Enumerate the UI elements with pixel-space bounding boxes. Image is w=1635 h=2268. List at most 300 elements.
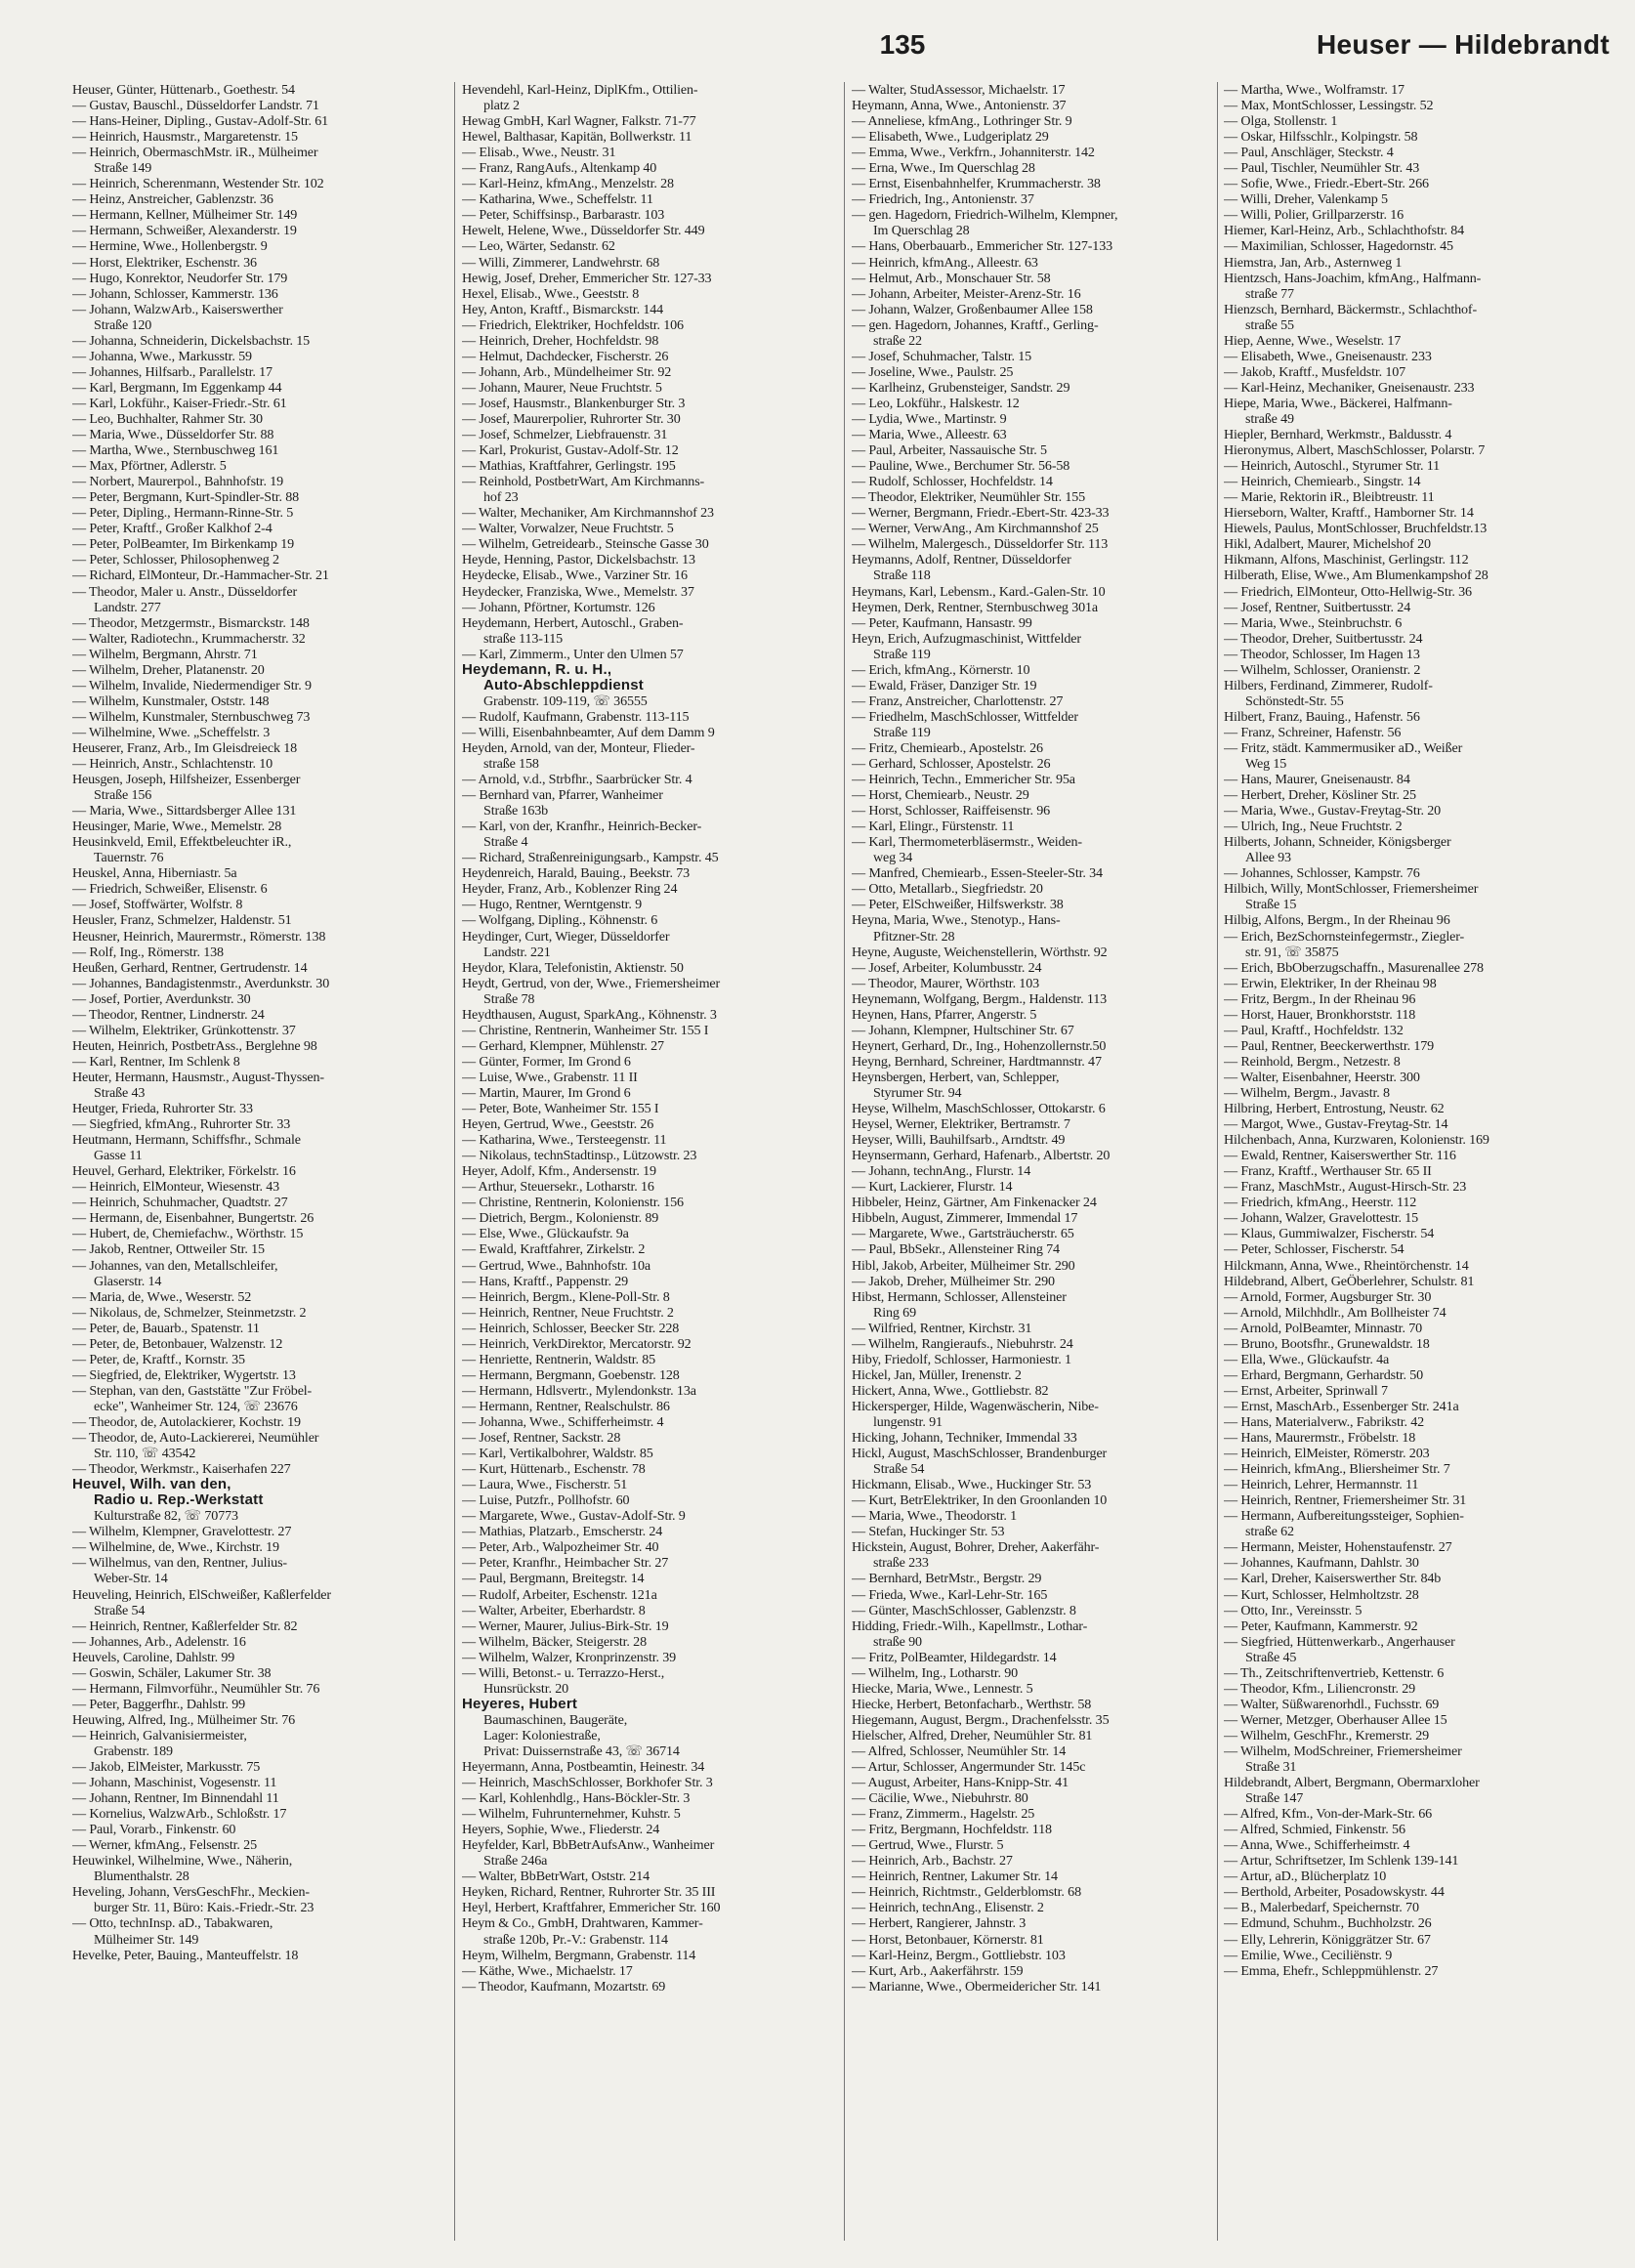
directory-entry: — Theodor, Schlosser, Im Hagen 13 <box>1224 646 1420 662</box>
directory-entry: — Friedhelm, MaschSchlosser, Wittfelder <box>852 708 1078 725</box>
directory-entry: — Walter, Süßwarenorhdl., Fuchsstr. 69 <box>1224 1696 1440 1712</box>
directory-entry: — Heinrich, Dreher, Hochfeldstr. 98 <box>462 332 659 349</box>
directory-entry: — Heinrich, Arb., Bachstr. 27 <box>852 1853 1013 1869</box>
directory-entry: Hibbeler, Heinz, Gärtner, Am Finkenacker 24 <box>852 1195 1097 1211</box>
directory-entry: — Willi, Polier, Grillparzerstr. 16 <box>1224 207 1404 224</box>
directory-entry: — Richard, Straßenreinigungsarb., Kampstr. 45 <box>462 850 719 866</box>
directory-entry: — Oskar, Hilfsschlr., Kolpingstr. 58 <box>1224 129 1418 146</box>
directory-entry: Heuserer, Franz, Arb., Im Gleisdreieck 18 <box>72 739 298 756</box>
directory-entry: — Katharina, Wwe., Tersteegenstr. 11 <box>462 1132 667 1149</box>
directory-entry: — Emilie, Wwe., Ceciliënstr. 9 <box>1224 1947 1393 1963</box>
directory-entry: — Josef, Schmelzer, Liebfrauenstr. 31 <box>462 427 668 443</box>
directory-entry: — Johann, Walzer, Großenbaumer Allee 158 <box>852 301 1093 317</box>
directory-entry: Landstr. 221 <box>483 944 551 960</box>
directory-column-2 <box>462 82 838 2241</box>
directory-entry: — Jakob, Dreher, Mülheimer Str. 290 <box>852 1273 1055 1289</box>
directory-entry: Baumaschinen, Baugeräte, <box>483 1711 628 1728</box>
directory-entry: — Luise, Putzfr., Pollhofstr. 60 <box>462 1492 630 1509</box>
directory-entry: — Erwin, Elektriker, In der Rheinau 98 <box>1224 975 1437 991</box>
directory-entry: Hickel, Jan, Müller, Irenenstr. 2 <box>852 1366 1022 1383</box>
directory-entry: — Friedrich, kfmAng., Heerstr. 112 <box>1224 1195 1417 1211</box>
directory-entry: Allee 93 <box>1245 850 1291 866</box>
directory-entry: — Artur, Schriftsetzer, Im Schlenk 139-141 <box>1224 1853 1459 1869</box>
directory-entry: — Elisab., Wwe., Neustr. 31 <box>462 145 616 161</box>
directory-entry: — Karl, Lokführ., Kaiser-Friedr.-Str. 61 <box>72 395 287 411</box>
directory-entry: Heydenreich, Harald, Bauing., Beekstr. 73 <box>462 865 690 882</box>
directory-entry: — Joseline, Wwe., Paulstr. 25 <box>852 363 1014 380</box>
directory-entry: — Kurt, Hüttenarb., Eschenstr. 78 <box>462 1461 646 1478</box>
directory-entry: — Werner, Bergmann, Friedr.-Ebert-Str. 423-33 <box>852 505 1110 522</box>
directory-entry: — Heinrich, Galvanisiermeister, <box>72 1727 247 1743</box>
directory-entry: — Peter, Kraftf., Großer Kalkhof 2-4 <box>72 521 272 537</box>
directory-entry: Im Querschlag 28 <box>873 223 970 239</box>
directory-entry: — Heinrich, Rentner, Neue Fruchtstr. 2 <box>462 1304 674 1321</box>
directory-entry: — Friedrich, ElMonteur, Otto-Hellwig-Str. 36 <box>1224 583 1472 600</box>
directory-entry: straße 90 <box>873 1633 922 1650</box>
directory-entry: — Heinrich, technAng., Elisenstr. 2 <box>852 1900 1044 1916</box>
directory-entry: — Maria, Wwe., Gustav-Freytag-Str. 20 <box>1224 803 1441 819</box>
directory-entry: — Siegfried, de, Elektriker, Wygertstr. 13 <box>72 1366 296 1383</box>
directory-entry: Hickersperger, Hilde, Wagenwäscherin, Nibe- <box>852 1398 1099 1414</box>
directory-entry: Heuvel, Gerhard, Elektriker, Förkelstr. 16 <box>72 1163 296 1180</box>
directory-entry: — Alfred, Schlosser, Neumühler Str. 14 <box>852 1743 1067 1759</box>
directory-entry: — Johannes, Bandagistenmstr., Averdunkstr. 30 <box>72 975 330 991</box>
directory-entry: Heveling, Johann, VersGeschFhr., Meckien- <box>72 1884 310 1901</box>
directory-entry: — Josef, Stoffwärter, Wolfstr. 8 <box>72 897 243 913</box>
directory-entry: — Johann, Walzer, Gravelottestr. 15 <box>1224 1210 1419 1227</box>
directory-entry: — Wilhelm, Elektriker, Grünkottenstr. 37 <box>72 1022 296 1038</box>
directory-entry: Hibst, Hermann, Schlosser, Allensteiner <box>852 1288 1067 1305</box>
directory-entry: — Christine, Rentnerin, Kolonienstr. 156 <box>462 1195 684 1211</box>
directory-entry: — Paul, Vorarb., Finkenstr. 60 <box>72 1822 236 1838</box>
directory-entry: — Mathias, Platzarb., Emscherstr. 24 <box>462 1524 663 1540</box>
directory-entry: Heymen, Derk, Rentner, Sternbuschweg 301a <box>852 599 1098 615</box>
directory-entry: — Josef, Portier, Averdunkstr. 30 <box>72 990 251 1007</box>
directory-entry: — Frieda, Wwe., Karl-Lehr-Str. 165 <box>852 1586 1048 1603</box>
directory-entry: Str. 110, ☏ 43542 <box>94 1446 196 1462</box>
directory-entry: Hienzsch, Bernhard, Bäckermstr., Schlachthof- <box>1224 301 1477 317</box>
directory-entry: straße 77 <box>1245 285 1294 302</box>
directory-entry: — Bruno, Bootsfhr., Grunewaldstr. 18 <box>1224 1335 1430 1352</box>
directory-entry: — Wilhelm, Klempner, Gravelottestr. 27 <box>72 1524 292 1540</box>
directory-entry: — Jakob, ElMeister, Markusstr. 75 <box>72 1759 261 1776</box>
directory-entry: Heyng, Bernhard, Schreiner, Hardtmannstr. 47 <box>852 1053 1102 1070</box>
directory-entry: — Walter, Radiotechn., Krummacherstr. 32 <box>72 630 306 647</box>
directory-entry: Heyl, Herbert, Kraftfahrer, Emmericher Str. 160 <box>462 1900 721 1916</box>
directory-entry: — Stefan, Huckinger Str. 53 <box>852 1524 1005 1540</box>
directory-entry: — Peter, Schlosser, Fischerstr. 54 <box>1224 1241 1404 1258</box>
directory-entry: Hiby, Friedolf, Schlosser, Harmoniestr. 1 <box>852 1351 1071 1367</box>
directory-entry: — Josef, Arbeiter, Kolumbusstr. 24 <box>852 959 1042 976</box>
directory-entry: straße 120b, Pr.-V.: Grabenstr. 114 <box>483 1931 668 1948</box>
directory-entry: Heyn, Erich, Aufzugmaschinist, Wittfelder <box>852 630 1081 647</box>
directory-entry: — Willi, Eisenbahnbeamter, Auf dem Damm 9 <box>462 724 715 740</box>
directory-entry: — Fritz, Chemiearb., Apostelstr. 26 <box>852 739 1043 756</box>
directory-entry: Landstr. 277 <box>94 599 161 615</box>
page-header <box>72 29 1610 68</box>
directory-entry: — Wilhelm, Kunstmaler, Oststr. 148 <box>72 693 270 709</box>
directory-entry: Hiep, Aenne, Wwe., Weselstr. 17 <box>1224 332 1402 349</box>
directory-entry: — Paul, Arbeiter, Nassauische Str. 5 <box>852 442 1047 459</box>
directory-entry: — Johann, Rentner, Im Binnendahl 11 <box>72 1790 279 1807</box>
directory-entry: — Johannes, Hilfsarb., Parallelstr. 17 <box>72 363 272 380</box>
directory-entry: — Th., Zeitschriftenvertrieb, Kettenstr. 6 <box>1224 1664 1445 1681</box>
directory-entry: Hicking, Johann, Techniker, Immendal 33 <box>852 1430 1077 1447</box>
directory-entry: straße 113-115 <box>483 630 564 647</box>
directory-entry: Hieronymus, Albert, MaschSchlosser, Polarstr. 7 <box>1224 442 1486 459</box>
directory-entry: — Theodor, Rentner, Lindnerstr. 24 <box>72 1006 265 1023</box>
directory-entry: Heusgen, Joseph, Hilfsheizer, Essenberger <box>72 772 301 788</box>
directory-entry: — Hermann, Aufbereitungssteiger, Sophien- <box>1224 1508 1464 1525</box>
directory-entry: Hilbring, Herbert, Entrostung, Neustr. 62 <box>1224 1101 1445 1117</box>
directory-entry: — Cäcilie, Wwe., Niebuhrstr. 80 <box>852 1790 1028 1807</box>
directory-entry: — Stephan, van den, Gaststätte "Zur Fröbel- <box>72 1382 313 1399</box>
directory-entry: Hiemstra, Jan, Arb., Asternweg 1 <box>1224 254 1403 271</box>
directory-entry: — Horst, Elektriker, Eschenstr. 36 <box>72 254 257 271</box>
directory-entry: — Heinrich, Bergm., Klene-Poll-Str. 8 <box>462 1288 670 1305</box>
directory-entry: — Fritz, Bergmann, Hochfeldstr. 118 <box>852 1822 1052 1838</box>
directory-entry: Straße 78 <box>483 990 535 1007</box>
directory-entry: Heynsermann, Gerhard, Hafenarb., Albertstr. 20 <box>852 1148 1111 1164</box>
directory-entry: — Karl, Elingr., Fürstenstr. 11 <box>852 819 1015 835</box>
directory-entry: platz 2 <box>483 98 520 114</box>
directory-entry: — Arnold, Former, Augsburger Str. 30 <box>1224 1288 1432 1305</box>
directory-entry: Straße 149 <box>94 160 152 177</box>
directory-entry: — Nikolaus, de, Schmelzer, Steinmetzstr. 2 <box>72 1304 307 1321</box>
directory-entry: — Maria, Wwe., Theodorstr. 1 <box>852 1508 1018 1525</box>
directory-entry: — Johann, Arb., Mündelheimer Str. 92 <box>462 363 672 380</box>
directory-entry: Heydecke, Elisab., Wwe., Varziner Str. 16 <box>462 567 688 584</box>
directory-entry: — Hans, Maurermstr., Fröbelstr. 18 <box>1224 1430 1416 1447</box>
directory-entry: — Wilhelm, Bergm., Javastr. 8 <box>1224 1085 1390 1101</box>
directory-entry: — Leo, Lokführ., Halskestr. 12 <box>852 395 1020 411</box>
directory-entry: Hiegemann, August, Bergm., Drachenfelsstr. 35 <box>852 1711 1110 1728</box>
directory-entry: — Edmund, Schuhm., Buchholzstr. 26 <box>1224 1915 1432 1932</box>
directory-entry: — Gerhard, Schlosser, Apostelstr. 26 <box>852 756 1051 773</box>
directory-entry: — Johannes, van den, Metallschleifer, <box>72 1257 278 1274</box>
directory-entry: Hevendehl, Karl-Heinz, DiplKfm., Ottilien- <box>462 82 698 98</box>
directory-entry: straße 62 <box>1245 1524 1294 1540</box>
directory-entry: — gen. Hagedorn, Johannes, Kraftf., Gerling- <box>852 316 1099 333</box>
page-number: 135 <box>879 29 926 60</box>
directory-entry: — Horst, Hauer, Bronkhorststr. 118 <box>1224 1006 1416 1023</box>
directory-entry: Heydemann, R. u. H., <box>462 661 612 678</box>
directory-entry: — Werner, Maurer, Julius-Birk-Str. 19 <box>462 1617 669 1634</box>
directory-entry: — Rudolf, Arbeiter, Eschenstr. 121a <box>462 1586 657 1603</box>
directory-entry: — Paul, Anschläger, Steckstr. 4 <box>1224 145 1394 161</box>
directory-entry: Heysel, Werner, Elektriker, Bertramstr. 7 <box>852 1116 1070 1133</box>
directory-entry: — Gustav, Bauschl., Düsseldorfer Landstr. 71 <box>72 98 319 114</box>
directory-entry: — Laura, Wwe., Fischerstr. 51 <box>462 1477 628 1493</box>
directory-entry: Heymann, Anna, Wwe., Antonienstr. 37 <box>852 98 1067 114</box>
directory-entry: — Wilhelm, ModSchreiner, Friemersheimer <box>1224 1743 1462 1759</box>
directory-entry: — Heinrich, VerkDirektor, Mercatorstr. 92 <box>462 1335 692 1352</box>
directory-entry: Hiecke, Herbert, Betonfacharb., Werthstr. 58 <box>852 1696 1092 1712</box>
directory-entry: Heuvel, Wilh. van den, <box>72 1477 231 1493</box>
directory-entry: — Karl, Rentner, Im Schlenk 8 <box>72 1053 240 1070</box>
directory-column-1 <box>72 82 448 2241</box>
directory-entry: — Wilhelm, GeschFhr., Kremerstr. 29 <box>1224 1727 1429 1743</box>
directory-entry: — Leo, Wärter, Sedanstr. 62 <box>462 238 615 255</box>
directory-entry: — Goswin, Schäler, Lakumer Str. 38 <box>72 1664 272 1681</box>
directory-entry: — Fritz, städt. Kammermusiker aD., Weißer <box>1224 739 1463 756</box>
directory-entry: Heymanns, Adolf, Rentner, Düsseldorfer <box>852 552 1071 568</box>
directory-entry: — Werner, VerwAng., Am Kirchmannshof 25 <box>852 521 1099 537</box>
directory-entry: Heuwing, Alfred, Ing., Mülheimer Str. 76 <box>72 1711 296 1728</box>
directory-entry: — Paul, Tischler, Neumühler Str. 43 <box>1224 160 1420 177</box>
directory-entry: Heym, Wilhelm, Bergmann, Grabenstr. 114 <box>462 1947 696 1963</box>
directory-entry: — Hans, Oberbauarb., Emmericher Str. 127-133 <box>852 238 1112 255</box>
directory-entry: — Paul, BbSekr., Allensteiner Ring 74 <box>852 1241 1060 1258</box>
directory-entry: — Walter, Arbeiter, Eberhardstr. 8 <box>462 1602 646 1618</box>
directory-entry: Straße 43 <box>94 1085 146 1101</box>
directory-entry: Heyder, Franz, Arb., Koblenzer Ring 24 <box>462 881 678 898</box>
directory-entry: — Hugo, Konrektor, Neudorfer Str. 179 <box>72 270 288 286</box>
directory-entry: Heyen, Gertrud, Wwe., Geeststr. 26 <box>462 1116 654 1133</box>
directory-entry: — Reinhold, PostbetrWart, Am Kirchmanns- <box>462 474 705 490</box>
directory-entry: — Josef, Rentner, Sackstr. 28 <box>462 1430 621 1447</box>
directory-entry: — Theodor, Maurer, Wörthstr. 103 <box>852 975 1040 991</box>
directory-entry: — Walter, StudAssessor, Michaelstr. 17 <box>852 82 1066 98</box>
directory-entry: Hexel, Elisab., Wwe., Geeststr. 8 <box>462 285 640 302</box>
directory-entry: Hilbers, Ferdinand, Zimmerer, Rudolf- <box>1224 677 1433 693</box>
directory-entry: — Ernst, Arbeiter, Sprinwall 7 <box>1224 1382 1388 1399</box>
directory-entry: Hierseborn, Walter, Kraftf., Hamborner Str. 14 <box>1224 505 1474 522</box>
directory-entry: Hilberath, Elise, Wwe., Am Blumenkampshof 28 <box>1224 567 1488 584</box>
directory-entry: — Franz, Kraftf., Werthauser Str. 65 II <box>1224 1163 1432 1180</box>
directory-entry: — Arnold, v.d., Strbfhr., Saarbrücker Str. 4 <box>462 772 692 788</box>
directory-entry: Hickert, Anna, Wwe., Gottliebstr. 82 <box>852 1382 1049 1399</box>
directory-entry: — Erich, BezSchornsteinfegermstr., Ziegler- <box>1224 928 1465 945</box>
directory-entry: — Pauline, Wwe., Berchumer Str. 56-58 <box>852 458 1070 475</box>
directory-entry: Heyne, Auguste, Weichenstellerin, Wörthstr. 92 <box>852 944 1108 960</box>
directory-entry: — Josef, Schuhmacher, Talstr. 15 <box>852 348 1032 364</box>
directory-entry: — Martha, Wwe., Wolframstr. 17 <box>1224 82 1404 98</box>
directory-entry: Heym & Co., GmbH, Drahtwaren, Kammer- <box>462 1915 703 1932</box>
directory-entry: Mülheimer Str. 149 <box>94 1931 199 1948</box>
directory-entry: Hikl, Adalbert, Maurer, Michelshof 20 <box>1224 536 1431 553</box>
directory-entry: — Elisabeth, Wwe., Gneisenaustr. 233 <box>1224 348 1432 364</box>
directory-entry: — Günter, Former, Im Grond 6 <box>462 1053 631 1070</box>
directory-entry: Lager: Koloniestraße, <box>483 1727 601 1743</box>
directory-entry: — Karlheinz, Grubensteiger, Sandstr. 29 <box>852 379 1070 396</box>
directory-entry: — Sofie, Wwe., Friedr.-Ebert-Str. 266 <box>1224 176 1429 192</box>
directory-entry: Heydor, Klara, Telefonistin, Aktienstr. 50 <box>462 959 684 976</box>
directory-entry: — Werner, Metzger, Oberhauser Allee 15 <box>1224 1711 1447 1728</box>
directory-entry: — Franz, Schreiner, Hafenstr. 56 <box>1224 724 1402 740</box>
directory-entry: — Jakob, Kraftf., Musfeldstr. 107 <box>1224 363 1406 380</box>
directory-entry: — Hermann, Filmvorführ., Neumühler Str. 76 <box>72 1680 320 1697</box>
directory-entry: — Peter, Arb., Walpozheimer Str. 40 <box>462 1539 659 1556</box>
directory-entry: — Manfred, Chemiearb., Essen-Steeler-Str. 34 <box>852 865 1103 882</box>
directory-entry: — Artur, aD., Blücherplatz 10 <box>1224 1869 1387 1885</box>
directory-entry: — Theodor, Elektriker, Neumühler Str. 155 <box>852 489 1086 506</box>
directory-entry: Styrumer Str. 94 <box>873 1085 962 1101</box>
directory-entry: Heydemann, Herbert, Autoschl., Graben- <box>462 614 684 631</box>
directory-entry: straße 55 <box>1245 316 1294 333</box>
directory-entry: burger Str. 11, Büro: Kais.-Friedr.-Str. 23 <box>94 1900 314 1916</box>
directory-entry: — Walter, Mechaniker, Am Kirchmannshof 23 <box>462 505 714 522</box>
directory-entry: — Gertrud, Wwe., Bahnhofstr. 10a <box>462 1257 650 1274</box>
directory-entry: — Karl, Vertikalbohrer, Waldstr. 85 <box>462 1446 653 1462</box>
column-divider <box>454 82 455 2241</box>
directory-entry: — Helmut, Dachdecker, Fischerstr. 26 <box>462 348 669 364</box>
directory-entry: — Wilhelmine, de, Wwe., Kirchstr. 19 <box>72 1539 279 1556</box>
directory-entry: — Richard, ElMonteur, Dr.-Hammacher-Str. 21 <box>72 567 329 584</box>
directory-entry: ecke", Wanheimer Str. 124, ☏ 23676 <box>94 1398 298 1414</box>
directory-entry: — Wilhelm, Invalide, Niedermendiger Str. 9 <box>72 677 312 693</box>
directory-entry: Heuten, Heinrich, PostbetrAss., Berglehne 98 <box>72 1037 317 1054</box>
directory-entry: — Wilhelm, Getreidearb., Steinsche Gasse 30 <box>462 536 709 553</box>
directory-entry: — Paul, Kraftf., Hochfeldstr. 132 <box>1224 1022 1404 1038</box>
directory-entry: — Karl, von der, Kranfhr., Heinrich-Becker- <box>462 819 702 835</box>
directory-entry: — Peter, Dipling., Hermann-Rinne-Str. 5 <box>72 505 294 522</box>
directory-entry: — Hermann, Rentner, Realschulstr. 86 <box>462 1398 670 1414</box>
directory-entry: Ring 69 <box>873 1304 916 1321</box>
directory-entry: — Franz, Zimmerm., Hagelstr. 25 <box>852 1806 1035 1823</box>
directory-entry: Heynert, Gerhard, Dr., Ing., Hohenzollernstr.50 <box>852 1037 1107 1054</box>
directory-entry: Heymans, Karl, Lebensm., Kard.-Galen-Str. 10 <box>852 583 1106 600</box>
directory-entry: — Hubert, de, Chemiefachw., Wörthstr. 15 <box>72 1226 304 1242</box>
column-divider <box>844 82 845 2241</box>
directory-entry: — Kornelius, WalzwArb., Schloßstr. 17 <box>72 1806 287 1823</box>
directory-entry: — Johann, Pförtner, Kortumstr. 126 <box>462 599 655 615</box>
directory-entry: Heuser, Günter, Hüttenarb., Goethestr. 54 <box>72 82 295 98</box>
directory-entry: straße 158 <box>483 756 539 773</box>
directory-entry: Heusinger, Marie, Wwe., Memelstr. 28 <box>72 819 282 835</box>
directory-entry: — Peter, Bote, Wanheimer Str. 155 I <box>462 1101 659 1117</box>
directory-entry: Hientzsch, Hans-Joachim, kfmAng., Halfmann- <box>1224 270 1482 286</box>
directory-entry: Straße 147 <box>1245 1790 1304 1807</box>
directory-entry: — Peter, Schlosser, Philosophenweg 2 <box>72 552 279 568</box>
directory-entry: — Karl, Kohlenhdlg., Hans-Böckler-Str. 3 <box>462 1790 691 1807</box>
directory-entry: Hiecke, Maria, Wwe., Lennestr. 5 <box>852 1680 1033 1697</box>
directory-entry: Heydecker, Franziska, Wwe., Memelstr. 37 <box>462 583 694 600</box>
directory-entry: — Theodor, de, Auto-Lackiererei, Neumühler <box>72 1430 319 1447</box>
directory-entry: — Martin, Maurer, Im Grond 6 <box>462 1085 631 1101</box>
directory-entry: Straße 4 <box>483 834 528 851</box>
directory-entry: — Christine, Rentnerin, Wanheimer Str. 155 I <box>462 1022 709 1038</box>
directory-entry: — Karl-Heinz, kfmAng., Menzelstr. 28 <box>462 176 674 192</box>
directory-entry: Heyer, Adolf, Kfm., Andersenstr. 19 <box>462 1163 656 1180</box>
directory-entry: Heutmann, Hermann, Schiffsfhr., Schmale <box>72 1132 301 1149</box>
directory-entry: Hewel, Balthasar, Kapitän, Bollwerkstr. 11 <box>462 129 692 146</box>
directory-entry: — Ewald, Fräser, Danziger Str. 19 <box>852 677 1037 693</box>
directory-entry: Schönstedt-Str. 55 <box>1245 693 1344 709</box>
directory-entry: — Heinrich, kfmAng., Bliersheimer Str. 7 <box>1224 1461 1450 1478</box>
directory-entry: Hilchenbach, Anna, Kurzwaren, Kolonienstr. 169 <box>1224 1132 1489 1149</box>
directory-entry: — Karl-Heinz, Mechaniker, Gneisenaustr. 233 <box>1224 379 1475 396</box>
directory-entry: — Heinrich, Rentner, Friemersheimer Str. 31 <box>1224 1492 1467 1509</box>
directory-entry: — Heinz, Anstreicher, Gablenzstr. 36 <box>72 191 273 208</box>
directory-entry: — Nikolaus, technStadtinsp., Lützowstr. 23 <box>462 1148 697 1164</box>
directory-entry: Heutger, Frieda, Ruhrorter Str. 33 <box>72 1101 253 1117</box>
directory-entry: — Heinrich, Schuhmacher, Quadtstr. 27 <box>72 1195 288 1211</box>
directory-entry: Kulturstraße 82, ☏ 70773 <box>94 1508 238 1525</box>
directory-entry: — Heinrich, ElMonteur, Wiesenstr. 43 <box>72 1179 280 1196</box>
directory-entry: — Erhard, Bergmann, Gerhardstr. 50 <box>1224 1366 1424 1383</box>
directory-entry: Hilberts, Johann, Schneider, Königsberger <box>1224 834 1451 851</box>
directory-entry: — Emma, Ehefr., Schleppmühlenstr. 27 <box>1224 1962 1439 1979</box>
directory-entry: — Artur, Schlosser, Angermunder Str. 145c <box>852 1759 1086 1776</box>
directory-entry: — Erich, kfmAng., Körnerstr. 10 <box>852 661 1030 678</box>
directory-entry: — Theodor, Maler u. Anstr., Düsseldorfer <box>72 583 297 600</box>
directory-entry: — Wilhelm, Dreher, Platanenstr. 20 <box>72 661 265 678</box>
directory-entry: — Alfred, Kfm., Von-der-Mark-Str. 66 <box>1224 1806 1433 1823</box>
directory-entry: Heyers, Sophie, Wwe., Fliederstr. 24 <box>462 1822 660 1838</box>
directory-entry: — Karl, Bergmann, Im Eggenkamp 44 <box>72 379 282 396</box>
directory-entry: Straße 31 <box>1245 1759 1297 1776</box>
directory-entry: — Johanna, Schneiderin, Dickelsbachstr. 15 <box>72 332 311 349</box>
directory-entry: — Günter, MaschSchlosser, Gablenzstr. 8 <box>852 1602 1076 1618</box>
directory-entry: — Horst, Betonbauer, Körnerstr. 81 <box>852 1931 1044 1948</box>
directory-entry: Heuvels, Caroline, Dahlstr. 99 <box>72 1649 235 1665</box>
directory-entry: — Hans, Materialverw., Fabrikstr. 42 <box>1224 1413 1425 1430</box>
directory-entry: — Wilhelm, Rangieraufs., Niebuhrstr. 24 <box>852 1335 1073 1352</box>
directory-entry: — Arnold, Milchhdlr., Am Bollheister 74 <box>1224 1304 1446 1321</box>
directory-entry: — gen. Hagedorn, Friedrich-Wilhelm, Klempner, <box>852 207 1118 224</box>
directory-entry: — Heinrich, Techn., Emmericher Str. 95a <box>852 772 1075 788</box>
directory-entry: — Johann, Maurer, Neue Fruchtstr. 5 <box>462 379 662 396</box>
directory-entry: — Friedrich, Ing., Antonienstr. 37 <box>852 191 1034 208</box>
directory-entry: — Willi, Zimmerer, Landwehrstr. 68 <box>462 254 660 271</box>
directory-entry: Straße 119 <box>873 724 931 740</box>
directory-entry: Pfitzner-Str. 28 <box>873 928 955 945</box>
directory-entry: — Paul, Bergmann, Breitegstr. 14 <box>462 1571 645 1587</box>
directory-entry: — Margarete, Wwe., Gustav-Adolf-Str. 9 <box>462 1508 686 1525</box>
directory-entry: — Else, Wwe., Glückaufstr. 9a <box>462 1226 629 1242</box>
directory-entry: — Elly, Lehrerin, Königgrätzer Str. 67 <box>1224 1931 1431 1948</box>
directory-entry: — Hermann, Bergmann, Goebenstr. 128 <box>462 1366 680 1383</box>
directory-entry: — Kurt, Schlosser, Helmholtzstr. 28 <box>1224 1586 1419 1603</box>
directory-entry: — Siegfried, Hüttenwerkarb., Angerhauser <box>1224 1633 1455 1650</box>
directory-entry: Heydinger, Curt, Wieger, Düsseldorfer <box>462 928 670 945</box>
directory-entry: Straße 119 <box>873 646 931 662</box>
directory-entry: — Heinrich, ObermaschMstr. iR., Mülheimer <box>72 145 318 161</box>
directory-entry: — Johann, Schlosser, Kammerstr. 136 <box>72 285 278 302</box>
directory-entry: Privat: Duissernstraße 43, ☏ 36714 <box>483 1743 680 1759</box>
directory-entry: Heyken, Richard, Rentner, Ruhrorter Str. 35 III <box>462 1884 716 1901</box>
directory-entry: Blumenthalstr. 28 <box>94 1869 189 1885</box>
directory-entry: — Theodor, Dreher, Suitbertusstr. 24 <box>1224 630 1423 647</box>
directory-entry: — Herbert, Rangierer, Jahnstr. 3 <box>852 1915 1027 1932</box>
directory-entry: — Hermann, Kellner, Mülheimer Str. 149 <box>72 207 298 224</box>
directory-entry: Hibbeln, August, Zimmerer, Immendal 17 <box>852 1210 1078 1227</box>
directory-entry: — Erich, BbOberzugschaffn., Masurenallee 278 <box>1224 959 1484 976</box>
directory-entry: Hilbich, Willy, MontSchlosser, Friemersheimer <box>1224 881 1479 898</box>
directory-entry: — Heinrich, Chemiearb., Singstr. 14 <box>1224 474 1421 490</box>
directory-entry: — Theodor, Metzgermstr., Bismarckstr. 148 <box>72 614 310 631</box>
directory-entry: Radio u. Rep.-Werkstatt <box>94 1492 264 1509</box>
directory-entry: — Katharina, Wwe., Scheffelstr. 11 <box>462 191 653 208</box>
directory-entry: — Wilhelm, Bäcker, Steigerstr. 28 <box>462 1633 647 1650</box>
directory-entry: — Werner, kfmAng., Felsenstr. 25 <box>72 1837 257 1854</box>
directory-entry: — Kurt, Lackierer, Flurstr. 14 <box>852 1179 1013 1196</box>
directory-entry: — Friedrich, Schweißer, Elisenstr. 6 <box>72 881 268 898</box>
directory-entry: Heusler, Franz, Schmelzer, Haldenstr. 51 <box>72 912 292 929</box>
directory-entry: — Bernhard van, Pfarrer, Wanheimer <box>462 787 663 804</box>
directory-entry: — Otto, Inr., Vereinsstr. 5 <box>1224 1602 1362 1618</box>
directory-entry: — Ella, Wwe., Glückaufstr. 4a <box>1224 1351 1390 1367</box>
directory-entry: — Heinrich, Autoschl., Styrumer Str. 11 <box>1224 458 1441 475</box>
directory-entry: Heyde, Henning, Pastor, Dickelsbachstr. 13 <box>462 552 695 568</box>
directory-entry: str. 91, ☏ 35875 <box>1245 944 1339 960</box>
directory-entry: — Wilfried, Rentner, Kirchstr. 31 <box>852 1320 1032 1336</box>
directory-entry: Hevelke, Peter, Bauing., Manteuffelstr. 18 <box>72 1947 299 1963</box>
directory-entry: — Heinrich, kfmAng., Alleestr. 63 <box>852 254 1038 271</box>
directory-entry: Tauernstr. 76 <box>94 850 164 866</box>
directory-entry: Hilbig, Alfons, Bergm., In der Rheinau 96 <box>1224 912 1450 929</box>
